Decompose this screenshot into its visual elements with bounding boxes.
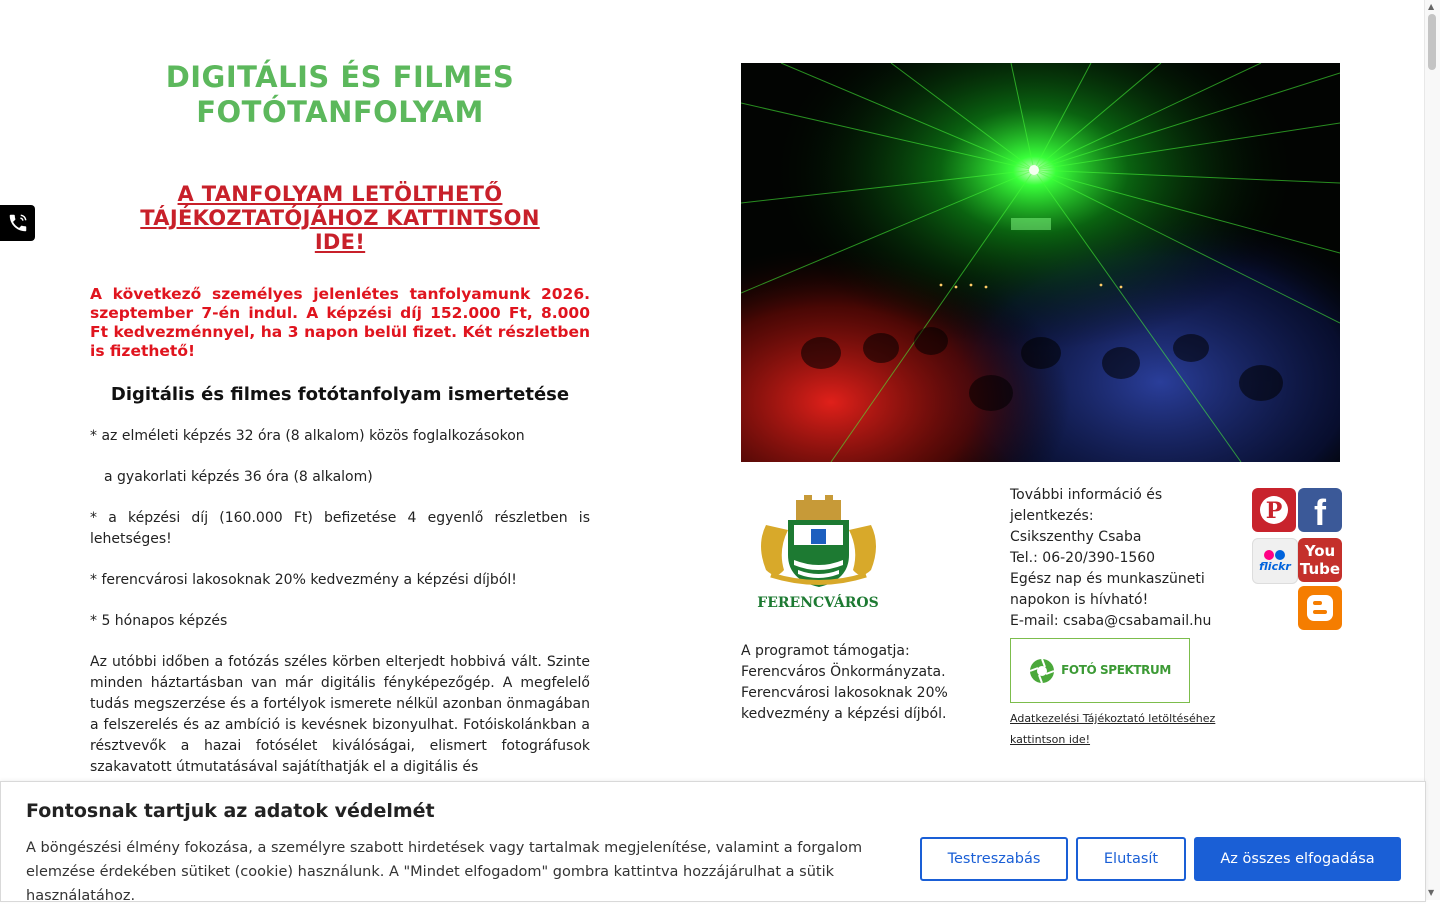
cookie-customize-button[interactable]: Testreszabás bbox=[920, 837, 1068, 881]
course-intro-text: Az utóbbi időben a fotózás széles körben elterjedt hobbivá vált. Szinte minden háztartásban van már digitális fényképezőgép. A megfelelő tudás megszerzése és a fortélyok ismerete nélkül azonban önmagában a felszerelés és az ambíció is kevésnek bizonyulhat. Fotóiskolánkban a résztvevők a hazai fotósélet kiválóságai, elismert fotográfusok szakavatott útmutatásával sajátíthatják el a digitális és bbox=[90, 654, 591, 775]
phone-icon bbox=[7, 212, 29, 234]
cookie-banner-text: A böngészési élmény fokozása, a személyre szabott hirdetések vagy tartalmak megjelenítése, valamint a forgalom elemzése érdekében sütiket (cookie) használunk. A "Mindet elfogadom" gombra kattintva hozzájárulhat a sütik használatához. bbox=[26, 840, 863, 904]
bullet-fee: * a képzési díj (160.000 Ft) befizetése 4 egyenlő részletben is lehetséges! bbox=[90, 510, 590, 547]
bullet-theory: * az elméleti képzés 32 óra (8 alkalom) közös foglalkozásokon bbox=[90, 428, 525, 444]
spektrum-logo-icon bbox=[1029, 658, 1055, 684]
bullet-duration: * 5 hónapos képzés bbox=[90, 613, 228, 629]
sponsor-text bbox=[741, 641, 971, 725]
pinterest-icon bbox=[1258, 494, 1290, 526]
cookie-banner-title: Fontosnak tartjuk az adatok védelmét bbox=[26, 800, 435, 822]
contact-phone: Tel.: 06-20/390-1560 bbox=[1010, 550, 1156, 566]
support-line: A programot támogatja: bbox=[741, 643, 910, 659]
cookie-accept-all-button[interactable]: Az összes elfogadása bbox=[1194, 837, 1401, 881]
support-line: kedvezmény a képzési díjból. bbox=[741, 706, 947, 722]
page-title: DIGITÁLIS ÉS FILMES FOTÓTANFOLYAM bbox=[165, 60, 515, 129]
contact-line: napokon is hívható! bbox=[1010, 592, 1149, 608]
contact-email: E-mail: csaba@csabamail.hu bbox=[1010, 613, 1212, 629]
main-content bbox=[90, 60, 590, 778]
brochure-download-link[interactable]: A TANFOLYAM LETÖLTHETŐ TÁJÉKOZTATÓJÁHOZ KATTINTSON IDE! bbox=[140, 182, 540, 254]
support-line: Ferencváros Önkormányzata. bbox=[741, 664, 946, 680]
youtube-icon-bottom: Tube bbox=[1299, 560, 1341, 578]
scroll-up-icon[interactable]: ▲ bbox=[1428, 2, 1435, 11]
foto-spektrum-logo[interactable] bbox=[1010, 638, 1190, 703]
privacy-policy-link[interactable] bbox=[1010, 708, 1235, 750]
contact-name: Csikszenthy Csaba bbox=[1010, 529, 1142, 545]
hero-photo-laser-party bbox=[741, 63, 1340, 462]
scroll-down-icon[interactable]: ▼ bbox=[1428, 888, 1435, 897]
flickr-icon bbox=[1259, 550, 1291, 573]
blogger-link[interactable] bbox=[1298, 586, 1342, 630]
ferencvaros-crest-logo bbox=[746, 495, 891, 615]
youtube-link[interactable] bbox=[1298, 538, 1342, 582]
svg-text:B: B bbox=[1319, 608, 1321, 609]
support-line: Ferencvárosi lakosoknak 20% bbox=[741, 685, 948, 701]
course-description-heading: Digitális és filmes fotótanfolyam ismertetése bbox=[110, 384, 570, 405]
youtube-icon-top: You bbox=[1304, 542, 1336, 560]
svg-text:FERENCVÁROS: FERENCVÁROS bbox=[757, 595, 879, 611]
call-button[interactable] bbox=[0, 205, 35, 241]
cookie-consent-banner bbox=[0, 781, 1426, 902]
contact-line: jelentkezés: bbox=[1010, 508, 1094, 524]
spektrum-logo-text: FOTÓ SPEKTRUM bbox=[1061, 663, 1171, 677]
pinterest-link[interactable] bbox=[1252, 488, 1296, 532]
cookie-reject-button[interactable]: Elutasít bbox=[1076, 837, 1186, 881]
scrollbar-thumb[interactable] bbox=[1428, 14, 1436, 70]
contact-info bbox=[1010, 485, 1235, 750]
page-scrollbar[interactable] bbox=[1424, 0, 1440, 900]
blogger-icon bbox=[1304, 592, 1336, 624]
bullet-discount: * ferencvárosi lakosoknak 20% kedvezmény a képzési díjból! bbox=[90, 572, 517, 588]
flickr-link[interactable] bbox=[1252, 538, 1298, 584]
facebook-link[interactable] bbox=[1298, 488, 1342, 532]
flickr-label: flickr bbox=[1259, 559, 1291, 573]
contact-line: Egész nap és munkaszüneti bbox=[1010, 571, 1205, 587]
svg-text:P: P bbox=[1265, 498, 1283, 524]
facebook-icon: f bbox=[1314, 492, 1326, 533]
next-course-notice: A következő személyes jelenlétes tanfolyamunk 2026. szeptember 7-én indul. A képzési díj 152.000 Ft, 8.000 Ft kedvezménnyel, ha 3 napon belül fizet. Két részletben is fizethető! bbox=[90, 285, 590, 360]
bullet-practice: a gyakorlati képzés 36 óra (8 alkalom) bbox=[104, 469, 373, 485]
privacy-link-line: Adatkezelési Tájékoztató letöltéséhez bbox=[1010, 712, 1216, 725]
contact-line: További információ és bbox=[1010, 487, 1163, 503]
privacy-link-line: kattintson ide! bbox=[1010, 733, 1091, 746]
sponsor-section bbox=[741, 495, 971, 725]
